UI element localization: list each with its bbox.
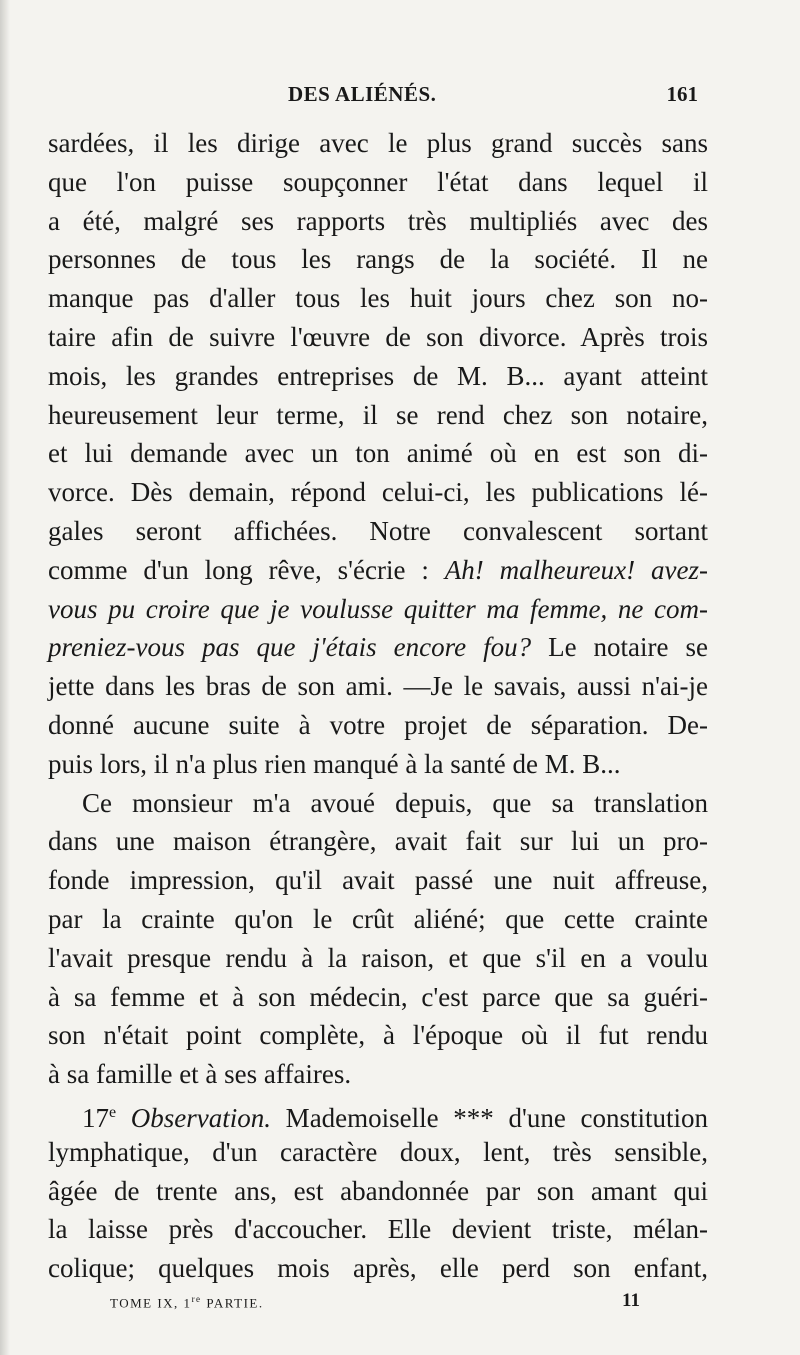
line-text: a été, malgré ses rapports très multipliés avec des	[48, 205, 708, 236]
text-line	[48, 784, 708, 823]
text-line	[48, 590, 708, 629]
line-text: son n'était point complète, à l'époque où il fut rendu	[48, 1020, 708, 1051]
line-text: puis lors, il n'a plus rien manqué à la santé de M. B...	[48, 748, 621, 779]
line-text: par la crainte qu'on le crût aliéné; que cette crainte	[48, 903, 708, 934]
text-line	[48, 240, 708, 279]
line-text: jette dans les bras de son ami. —Je le savais, aussi n'ai-je	[48, 671, 708, 702]
text-line	[48, 900, 708, 939]
text-line	[48, 318, 708, 357]
line-text: mois, les grandes entreprises de M. B... ayant atteint	[48, 360, 708, 391]
line-text-after: Mademoiselle *** d'une constitution	[271, 1102, 708, 1133]
line-text: gales seront affichées. Notre convalescent sortant	[48, 515, 708, 546]
line-italic-text: Observation.	[116, 1102, 272, 1133]
text-line	[48, 124, 708, 163]
text-line	[48, 357, 708, 396]
line-text: à sa femme et à son médecin, c'est parce que sa guéri-	[48, 981, 708, 1012]
text-line	[48, 939, 708, 978]
text-line	[48, 1016, 708, 1055]
signature-suffix: PARTIE.	[201, 1295, 264, 1311]
page-number: 161	[666, 82, 698, 106]
text-line	[48, 551, 708, 590]
text-line	[48, 512, 708, 551]
signature-text: TOME IX, 1	[110, 1295, 192, 1311]
signature-superscript: re	[191, 1294, 202, 1304]
line-text: la laisse près d'accoucher. Elle devient triste, mélan-	[48, 1214, 708, 1245]
line-text: dans une maison étrangère, avait fait sur lui un pro-	[48, 826, 708, 857]
text-line	[48, 1133, 708, 1172]
text-line	[48, 628, 708, 667]
line-text: taire afin de suivre l'œuvre de son divorce. Après trois	[48, 321, 708, 352]
line-text: 17	[82, 1102, 109, 1133]
line-text: sardées, il les dirige avec le plus grand succès sans	[48, 128, 708, 158]
text-line	[48, 279, 708, 318]
line-superscript: e	[109, 1103, 117, 1121]
line-text: à sa famille et à ses affaires.	[48, 1059, 352, 1090]
line-text: comme d'un long rêve, s'écrie :	[48, 554, 445, 585]
text-line	[48, 396, 708, 435]
line-text: heureusement leur terme, il se rend chez son notaire,	[48, 399, 708, 430]
text-line	[48, 473, 708, 512]
line-text-after: Le notaire se	[531, 632, 708, 663]
text-line	[48, 861, 708, 900]
text-line	[48, 822, 708, 861]
line-text: lymphatique, d'un caractère doux, lent, très sensible,	[48, 1136, 708, 1167]
running-title: DES ALIÉNÉS.	[288, 82, 437, 106]
text-line	[48, 745, 708, 784]
page-gutter-shadow	[0, 0, 10, 1355]
line-text: que l'on puisse soupçonner l'état dans lequel il	[48, 166, 708, 197]
line-text: vorce. Dès demain, répond celui-ci, les publications lé-	[48, 477, 708, 508]
page-footer	[110, 1290, 640, 1320]
line-italic-text: preniez-vous pas que j'étais encore fou?	[48, 632, 532, 663]
line-text: fonde impression, qu'il avait passé une nuit affreuse,	[48, 865, 708, 896]
line-italic-text: vous pu croire que je voulusse quitter ma femme, ne com-	[48, 593, 708, 624]
text-line	[48, 1094, 708, 1133]
text-line	[48, 706, 708, 745]
text-line	[48, 1055, 708, 1094]
line-text: manque pas d'aller tous les huit jours chez son no-	[48, 283, 708, 314]
line-text: l'avait presque rendu à la raison, et que s'il en a voulu	[48, 942, 708, 973]
text-line	[48, 667, 708, 706]
line-text: et lui demande avec un ton animé où en est son di-	[48, 438, 708, 469]
text-line	[48, 978, 708, 1017]
line-text: âgée de trente ans, est abandonnée par son amant qui	[48, 1175, 708, 1206]
signature-mark	[110, 1294, 264, 1311]
sheet-number: 11	[622, 1290, 640, 1311]
text-line	[48, 434, 708, 473]
line-text: Ce monsieur m'a avoué depuis, que sa translation	[82, 787, 708, 818]
text-line	[48, 1210, 708, 1249]
page-header	[48, 82, 698, 112]
line-text: colique; quelques mois après, elle perd son enfant,	[48, 1253, 708, 1284]
text-line	[48, 1249, 708, 1288]
text-line	[48, 202, 708, 241]
body-text	[48, 124, 708, 1288]
text-line	[48, 163, 708, 202]
line-italic-text: Ah! malheureux! avez-	[444, 554, 708, 585]
line-text: donné aucune suite à votre projet de séparation. De-	[48, 709, 708, 740]
text-line	[48, 1172, 708, 1211]
line-text: personnes de tous les rangs de la société. Il ne	[48, 244, 708, 275]
